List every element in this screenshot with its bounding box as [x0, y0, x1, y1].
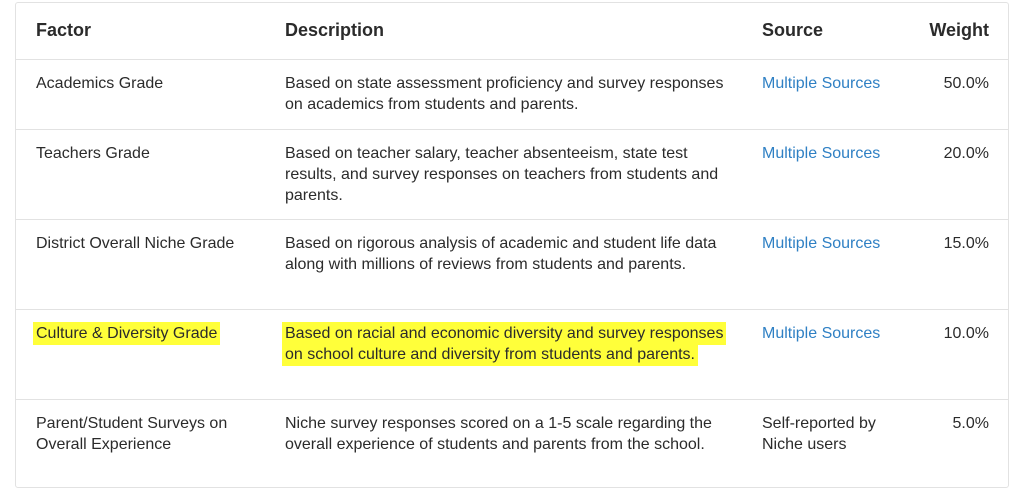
source-link[interactable]: Multiple Sources	[762, 325, 881, 342]
source-link[interactable]: Multiple Sources	[762, 235, 881, 252]
highlighted-description-text: Based on racial and economic diversity and survey responses on school culture and diversity from students and parents.	[285, 325, 724, 363]
header-factor: Factor	[36, 20, 92, 40]
header-description: Description	[285, 20, 385, 40]
description-cell	[285, 323, 735, 365]
description-cell: Niche survey responses scored on a 1-5 scale regarding the overall experience of students and parents from the school.	[285, 415, 712, 453]
source-link[interactable]: Multiple Sources	[762, 145, 881, 162]
weight-cell: 10.0%	[943, 325, 989, 342]
table-row	[16, 219, 1008, 309]
factor-cell: Parent/Student Surveys on Overall Experience	[36, 415, 228, 453]
source-link[interactable]: Multiple Sources	[762, 75, 881, 92]
weight-cell: 15.0%	[943, 235, 989, 252]
factors-table	[15, 2, 1009, 488]
factor-cell: Academics Grade	[36, 75, 164, 92]
description-cell: Based on state assessment proficiency and survey responses on academics from students and parents.	[285, 75, 724, 113]
description-cell: Based on rigorous analysis of academic and student life data along with millions of reviews from students and parents.	[285, 235, 717, 273]
table-row-highlighted	[16, 309, 1008, 399]
factor-cell: District Overall Niche Grade	[36, 235, 235, 252]
weight-cell: 5.0%	[952, 415, 989, 432]
source-cell: Self-reported by Niche users	[762, 415, 876, 453]
table-row	[16, 399, 1008, 487]
weight-cell: 50.0%	[943, 75, 989, 92]
description-cell: Based on teacher salary, teacher absenteeism, state test results, and survey responses on teachers from students and parents.	[285, 145, 719, 204]
weight-cell: 20.0%	[943, 145, 989, 162]
table-row	[16, 59, 1008, 129]
factor-cell: Teachers Grade	[36, 145, 150, 162]
factor-cell	[36, 323, 261, 344]
header-source: Source	[762, 20, 824, 40]
header-weight: Weight	[929, 20, 989, 40]
table-header-row	[16, 3, 1008, 59]
highlighted-factor-text: Culture & Diversity Grade	[36, 325, 218, 342]
table-row	[16, 129, 1008, 219]
